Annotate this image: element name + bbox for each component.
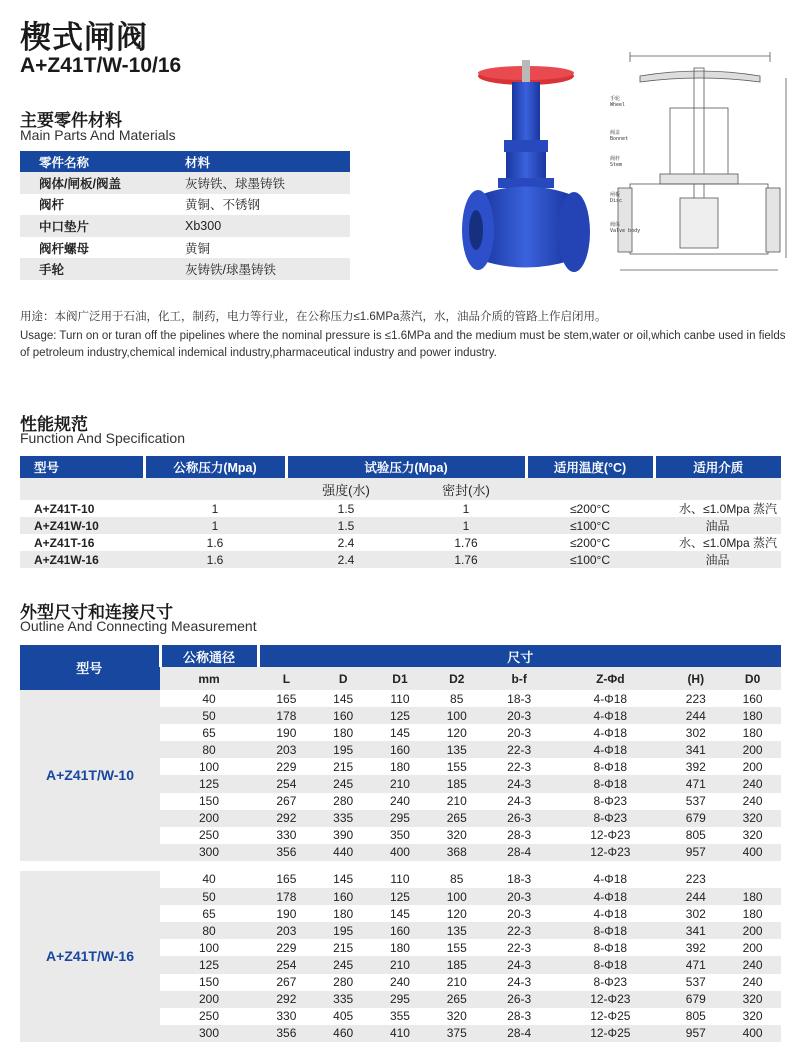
dim-cell: 120 xyxy=(446,725,467,740)
dim-cell: 210 xyxy=(446,794,467,809)
dim-cell: 200 xyxy=(160,810,258,827)
dim-cell: 267 xyxy=(276,794,297,809)
spec-cell: 油品 xyxy=(654,551,781,568)
dim-cell: 165 xyxy=(276,691,297,706)
spec-cell: 1.76 xyxy=(454,535,478,550)
spec-cell: 水、≤1.0Mpa 蒸汽 xyxy=(679,502,777,516)
dim-col-header: mm xyxy=(160,667,258,690)
usage-text-cn: 用途：本阀广泛用于石油，化工，制药，电力等行业，在公称压力≤1.6MPa蒸汽，水，油品介质的管路上作启闭用。 xyxy=(20,311,607,323)
parts-header-material: 材料 xyxy=(185,155,211,170)
dim-cell: 40 xyxy=(202,872,216,887)
dim-cell: 8-Φ18 xyxy=(553,956,667,973)
dim-cell: 125 xyxy=(372,707,429,724)
dim-cell: 200 xyxy=(724,741,781,758)
dim-cell: 471 xyxy=(667,956,724,973)
dim-cell: 40 xyxy=(202,691,216,706)
dim-cell: 341 xyxy=(667,741,724,758)
dim-cell: 22-3 xyxy=(507,940,532,955)
dim-cell: 240 xyxy=(742,794,763,809)
dim-cell: 440 xyxy=(315,844,372,861)
dim-cell: 165 xyxy=(276,872,297,887)
dim-cell: 12-Φ25 xyxy=(590,1009,631,1024)
dim-cell: 26-3 xyxy=(485,991,553,1008)
dim-cell: 28-4 xyxy=(485,1025,553,1042)
drawing-label: Valve body xyxy=(610,228,641,234)
spec-header-test: 试验压力(Mpa) xyxy=(286,456,526,478)
dim-cell: 244 xyxy=(667,888,724,905)
part-name: 阀体/闸板/阀盖 xyxy=(20,172,166,194)
spec-cell: A+Z41W-16 xyxy=(20,551,144,568)
dim-cell: 400 xyxy=(724,844,781,861)
dim-cell: 350 xyxy=(389,828,410,843)
dim-cell: 100 xyxy=(198,759,220,774)
dim-cell: 180 xyxy=(742,725,763,740)
dim-col-header: (H) xyxy=(667,667,724,690)
dim-cell: 320 xyxy=(724,991,781,1008)
dim-cell: 300 xyxy=(160,1025,258,1042)
dim-cell: 215 xyxy=(333,759,354,774)
drawing-label: Bonnet xyxy=(610,136,629,142)
dim-cell: 160 xyxy=(315,707,372,724)
dim-cell: 341 xyxy=(667,922,724,939)
dim-cell: 100 xyxy=(428,888,485,905)
table-row xyxy=(20,500,781,517)
parts-table xyxy=(20,151,350,280)
spec-cell: ≤100°C xyxy=(526,551,654,568)
dim-cell: 679 xyxy=(667,810,724,827)
dim-cell: 190 xyxy=(276,906,297,921)
dim-cell: 150 xyxy=(198,794,220,809)
parts-header-name: 零件名称 xyxy=(39,155,90,170)
spec-subheader-strength: 强度(水) xyxy=(286,478,406,500)
dim-cell: 240 xyxy=(742,975,763,990)
dim-cell: 320 xyxy=(446,1009,467,1024)
dim-cell: 185 xyxy=(428,956,485,973)
dim-cell: 22-3 xyxy=(507,759,532,774)
dim-cell: 320 xyxy=(724,810,781,827)
dim-cell: 254 xyxy=(258,956,315,973)
dim-cell: 471 xyxy=(667,775,724,792)
spec-cell: 1 xyxy=(144,517,286,534)
dim-cell: 190 xyxy=(276,725,297,740)
dim-cell: 330 xyxy=(276,1009,297,1024)
dim-cell: 295 xyxy=(372,810,429,827)
table-row xyxy=(20,194,350,216)
spec-cell: 1.76 xyxy=(406,551,526,568)
dim-cell: 12-Φ23 xyxy=(590,828,631,843)
dim-cell: 210 xyxy=(446,975,467,990)
dim-col-header: b-f xyxy=(485,667,553,690)
spec-cell: 1 xyxy=(406,517,526,534)
dim-cell: 240 xyxy=(724,775,781,792)
dim-cell: 160 xyxy=(372,741,429,758)
dim-group-model: A+Z41T/W-16 xyxy=(20,871,160,1042)
dim-cell: 368 xyxy=(428,844,485,861)
dim-cell: 110 xyxy=(390,872,410,887)
usage-text-en: Usage: Turn on or turan off the pipelines where the nominal pressure is ≤1.6MPa and the medium must be stem,water or oil,which canbe used in fields of petroleum industry,chemical indemical industry,pharmaceutical industry and power industry. xyxy=(20,330,786,359)
table-row xyxy=(20,237,350,259)
dim-cell: 155 xyxy=(446,940,467,955)
dim-cell: 12-Φ23 xyxy=(553,844,667,861)
dim-cell: 8-Φ18 xyxy=(553,922,667,939)
dim-group-gap xyxy=(20,861,781,871)
dim-cell: 65 xyxy=(202,906,216,921)
dim-cell: 4-Φ18 xyxy=(593,906,628,921)
dim-cell: 392 xyxy=(685,759,706,774)
dim-cell: 302 xyxy=(685,725,706,740)
dim-cell: 145 xyxy=(333,691,354,706)
table-row xyxy=(20,215,350,237)
dim-cell: 160 xyxy=(315,888,372,905)
dimension-table xyxy=(20,645,781,1042)
dim-cell: 267 xyxy=(276,975,297,990)
dim-cell: 125 xyxy=(372,888,429,905)
dim-col-header: D2 xyxy=(428,667,485,690)
dim-header-size: 尺寸 xyxy=(258,645,781,667)
dim-cell: 155 xyxy=(446,759,467,774)
dim-cell: 200 xyxy=(742,759,763,774)
dim-cell: 223 xyxy=(685,872,706,887)
dim-cell: 265 xyxy=(428,991,485,1008)
dim-cell: 110 xyxy=(390,691,410,706)
dim-cell: 20-3 xyxy=(485,707,553,724)
dim-cell: 200 xyxy=(724,922,781,939)
spec-cell: 2.4 xyxy=(337,535,355,550)
dim-cell: 355 xyxy=(389,1009,410,1024)
spec-header-temp: 适用温度(°C) xyxy=(526,456,654,478)
dim-cell: 145 xyxy=(333,872,354,887)
dim-cell: 240 xyxy=(389,794,410,809)
dim-cell: 145 xyxy=(389,906,410,921)
dim-cell: 229 xyxy=(276,759,297,774)
dim-cell: 537 xyxy=(685,975,706,990)
parts-section-title-cn: 主要零件材料 xyxy=(20,111,122,130)
spec-cell: 1 xyxy=(462,501,470,516)
dim-cell: 679 xyxy=(667,991,724,1008)
dim-cell: 125 xyxy=(160,956,258,973)
dim-cell: 50 xyxy=(160,888,258,905)
dim-cell: 4-Φ18 xyxy=(553,707,667,724)
page-title: 楔式闸阀 xyxy=(20,20,148,55)
dim-cell: 22-3 xyxy=(485,922,553,939)
spec-cell: 1.6 xyxy=(206,535,224,550)
dim-cell: 300 xyxy=(160,844,258,861)
dim-header-dn: 公称通径 xyxy=(160,645,258,667)
part-name: 手轮 xyxy=(20,258,166,280)
spec-section-title-cn: 性能规范 xyxy=(20,415,88,434)
table-row xyxy=(20,871,781,888)
drawing-label: 阀体 xyxy=(610,222,621,228)
dim-cell: 178 xyxy=(258,707,315,724)
dim-cell: 28-4 xyxy=(485,844,553,861)
dim-cell: 410 xyxy=(372,1025,429,1042)
part-material: 黄铜、不锈钢 xyxy=(185,198,261,213)
dim-cell: 24-3 xyxy=(485,956,553,973)
drawing-label: Wheel xyxy=(610,102,626,108)
dim-cell: 135 xyxy=(428,922,485,939)
spec-table xyxy=(20,456,781,568)
spec-section-title-en: Function And Specification xyxy=(20,430,185,446)
dim-cell: 405 xyxy=(333,1009,354,1024)
dim-col-header: D1 xyxy=(372,667,429,690)
dim-cell: 392 xyxy=(685,940,706,955)
dim-cell: 4-Φ18 xyxy=(553,741,667,758)
dim-cell: 250 xyxy=(198,828,220,843)
spec-cell: ≤100°C xyxy=(526,517,654,534)
drawing-label: 阀杆 xyxy=(610,156,621,162)
dim-col-header: D xyxy=(315,667,372,690)
part-material: Xb300 xyxy=(166,215,350,237)
dim-cell: 320 xyxy=(446,828,467,843)
dim-cell: 100 xyxy=(198,940,220,955)
dim-cell: 180 xyxy=(724,888,781,905)
dim-cell: 100 xyxy=(428,707,485,724)
dim-cell: 135 xyxy=(428,741,485,758)
dim-cell: 180 xyxy=(333,906,354,921)
dim-cell: 26-3 xyxy=(485,810,553,827)
dim-cell: 229 xyxy=(276,940,297,955)
dim-cell: 390 xyxy=(333,828,354,843)
spec-cell: A+Z41W-10 xyxy=(20,517,144,534)
dim-cell: 223 xyxy=(685,691,706,706)
table-row xyxy=(20,551,781,568)
spec-header-nominal: 公称压力(Mpa) xyxy=(144,456,286,478)
dim-cell: 180 xyxy=(389,940,410,955)
part-material: 灰铸铁/球墨铸铁 xyxy=(166,258,350,280)
dim-cell: 335 xyxy=(315,810,372,827)
dim-cell: 245 xyxy=(315,775,372,792)
dim-cell: 160 xyxy=(372,922,429,939)
dim-cell: 375 xyxy=(428,1025,485,1042)
dim-cell: 4-Φ18 xyxy=(593,872,628,887)
dim-cell: 292 xyxy=(258,810,315,827)
dim-cell: 320 xyxy=(742,1009,763,1024)
dim-cell: 8-Φ18 xyxy=(593,940,628,955)
dim-cell: 180 xyxy=(389,759,410,774)
spec-subheader-seal: 密封(水) xyxy=(406,478,526,500)
dim-cell: 215 xyxy=(333,940,354,955)
dim-group-model: A+Z41T/W-10 xyxy=(20,690,160,861)
spec-cell: 1.6 xyxy=(144,551,286,568)
spec-cell: 水、≤1.0Mpa 蒸汽 xyxy=(679,536,777,550)
dim-header-row xyxy=(20,645,781,667)
dim-cell: 330 xyxy=(276,828,297,843)
part-material: 黄铜 xyxy=(185,241,211,256)
dim-cell: 8-Φ23 xyxy=(553,810,667,827)
drawing-label: Disc xyxy=(610,198,623,204)
dim-col-header: Z-Φd xyxy=(553,667,667,690)
model-title: A+Z41T/W-10/16 xyxy=(20,54,182,77)
dim-cell: 65 xyxy=(202,725,216,740)
dim-cell: 210 xyxy=(372,956,429,973)
dim-cell: 292 xyxy=(258,991,315,1008)
table-row xyxy=(20,517,781,534)
dim-cell: 180 xyxy=(742,906,763,921)
dim-cell: 24-3 xyxy=(485,775,553,792)
dim-cell: 957 xyxy=(667,1025,724,1042)
dim-section-title-en: Outline And Connecting Measurement xyxy=(20,618,257,634)
part-name: 阀杆 xyxy=(39,198,65,213)
dim-cell: 50 xyxy=(160,707,258,724)
spec-cell: 油品 xyxy=(654,517,781,534)
dim-cell: 4-Φ18 xyxy=(553,888,667,905)
drawing-label: 手轮 xyxy=(610,96,621,102)
dim-cell: 22-3 xyxy=(485,741,553,758)
spec-cell: ≤200°C xyxy=(569,535,611,550)
dim-cell: 957 xyxy=(667,844,724,861)
dim-cell: 4-Φ18 xyxy=(593,725,628,740)
drawing-label: 阀盖 xyxy=(610,130,621,136)
table-row xyxy=(20,534,781,551)
dim-cell: 805 xyxy=(685,828,706,843)
part-name: 中口垫片 xyxy=(20,215,166,237)
dim-cell: 335 xyxy=(315,991,372,1008)
table-row xyxy=(20,690,781,707)
dim-cell: 160 xyxy=(742,691,763,706)
dim-cell: 200 xyxy=(160,991,258,1008)
dim-header-model: 型号 xyxy=(76,661,103,676)
dim-cell: 18-3 xyxy=(507,872,532,887)
valve-cross-section-drawing xyxy=(610,48,790,286)
dim-cell: 145 xyxy=(389,725,410,740)
dim-cell: 203 xyxy=(258,922,315,939)
dim-cell: 125 xyxy=(160,775,258,792)
dim-cell: 8-Φ18 xyxy=(553,775,667,792)
part-material: 灰铸铁、球墨铸铁 xyxy=(166,172,350,194)
dim-section-title-cn: 外型尺寸和连接尺寸 xyxy=(20,603,173,622)
table-row xyxy=(20,258,350,280)
dim-cell: 356 xyxy=(258,844,315,861)
dim-cell: 28-3 xyxy=(507,1009,532,1024)
dim-cell: 18-3 xyxy=(507,691,532,706)
valve-photo xyxy=(460,60,610,290)
dim-cell: 240 xyxy=(724,956,781,973)
dim-cell: 80 xyxy=(160,741,258,758)
drawing-label: Stem xyxy=(610,162,623,168)
dim-cell: 244 xyxy=(667,707,724,724)
dim-cell: 120 xyxy=(446,906,467,921)
dim-cell: 8-Φ23 xyxy=(593,975,628,990)
dim-cell: 254 xyxy=(258,775,315,792)
spec-cell: ≤200°C xyxy=(569,501,611,516)
spec-cell: A+Z41T-10 xyxy=(34,501,95,516)
dim-cell: 85 xyxy=(450,691,464,706)
dim-cell: 210 xyxy=(372,775,429,792)
dim-cell: 295 xyxy=(372,991,429,1008)
dim-cell: 265 xyxy=(428,810,485,827)
dim-cell: 195 xyxy=(315,922,372,939)
dim-cell: 20-3 xyxy=(507,725,532,740)
parts-section-title-en: Main Parts And Materials xyxy=(20,127,176,143)
dim-cell: 185 xyxy=(428,775,485,792)
dim-cell: 200 xyxy=(742,940,763,955)
dim-cell: 8-Φ18 xyxy=(593,759,628,774)
spec-header-medium: 适用介质 xyxy=(654,456,781,478)
dim-cell: 178 xyxy=(258,888,315,905)
dim-cell: 24-3 xyxy=(507,975,532,990)
dim-cell: 28-3 xyxy=(507,828,532,843)
dim-cell: 195 xyxy=(315,741,372,758)
spacer xyxy=(20,861,781,871)
dim-cell: 8-Φ23 xyxy=(593,794,628,809)
dim-cell xyxy=(724,871,781,888)
dim-cell: 12-Φ23 xyxy=(553,991,667,1008)
dim-cell: 400 xyxy=(724,1025,781,1042)
spec-cell: 1.5 xyxy=(286,517,406,534)
dim-cell: 180 xyxy=(333,725,354,740)
dim-cell: 280 xyxy=(333,794,354,809)
dim-cell: 250 xyxy=(198,1009,220,1024)
dim-cell: 320 xyxy=(742,828,763,843)
spec-cell: 2.4 xyxy=(286,551,406,568)
dim-cell: 20-3 xyxy=(507,906,532,921)
spec-header-model: 型号 xyxy=(34,461,60,475)
dim-cell: 460 xyxy=(315,1025,372,1042)
dim-cell: 24-3 xyxy=(507,794,532,809)
spec-cell: 1.5 xyxy=(337,501,355,516)
dim-cell: 240 xyxy=(389,975,410,990)
dim-cell: 245 xyxy=(315,956,372,973)
dim-cell: 400 xyxy=(372,844,429,861)
drawing-label: 闸板 xyxy=(610,192,621,198)
table-row xyxy=(20,172,350,194)
dim-cell: 537 xyxy=(685,794,706,809)
dim-col-header: L xyxy=(258,667,315,690)
part-name: 阀杆螺母 xyxy=(39,241,90,256)
dim-cell: 12-Φ25 xyxy=(553,1025,667,1042)
dim-cell: 4-Φ18 xyxy=(593,691,628,706)
dim-cell: 80 xyxy=(160,922,258,939)
dim-cell: 203 xyxy=(258,741,315,758)
dim-cell: 20-3 xyxy=(485,888,553,905)
dim-cell: 805 xyxy=(685,1009,706,1024)
dim-cell: 356 xyxy=(258,1025,315,1042)
spec-cell: A+Z41T-16 xyxy=(34,535,95,550)
dim-cell: 302 xyxy=(685,906,706,921)
dim-cell: 280 xyxy=(333,975,354,990)
spec-cell: 1 xyxy=(211,501,219,516)
dim-cell: 150 xyxy=(198,975,220,990)
dim-cell: 180 xyxy=(724,707,781,724)
dim-col-header: D0 xyxy=(724,667,781,690)
dim-cell: 85 xyxy=(450,872,464,887)
